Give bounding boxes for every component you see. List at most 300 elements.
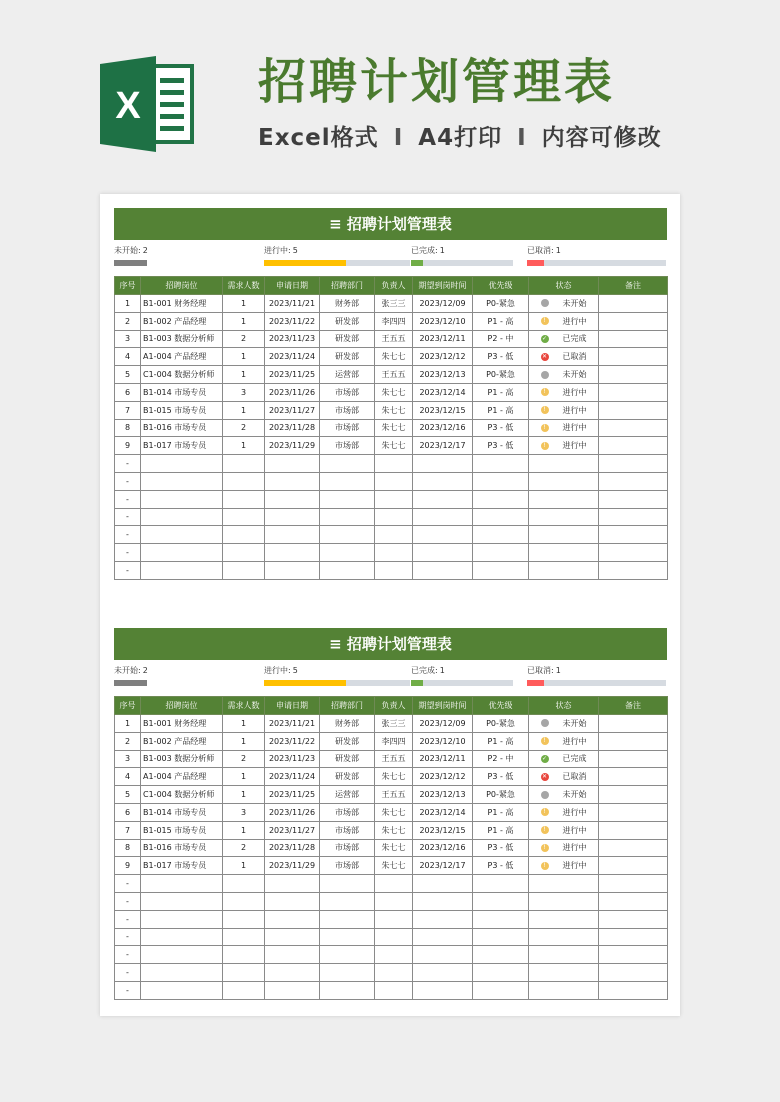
- cell-owner[interactable]: 李四四: [375, 312, 413, 330]
- cell-position[interactable]: B1-001 财务经理: [141, 295, 223, 313]
- cell-index[interactable]: 6: [115, 383, 141, 401]
- cell-owner[interactable]: 张三三: [375, 295, 413, 313]
- cell-department[interactable]: 研发部: [320, 750, 375, 768]
- cell-index[interactable]: 5: [115, 786, 141, 804]
- cell-index[interactable]: 5: [115, 366, 141, 384]
- cell-expected-date[interactable]: [413, 981, 473, 999]
- cell-index[interactable]: 7: [115, 821, 141, 839]
- cell-remark[interactable]: [599, 419, 668, 437]
- cell-priority[interactable]: P2 - 中: [473, 750, 529, 768]
- cell-apply-date[interactable]: 2023/11/22: [265, 312, 320, 330]
- cell-expected-date[interactable]: 2023/12/15: [413, 821, 473, 839]
- cell-index[interactable]: 9: [115, 857, 141, 875]
- cell-remark[interactable]: [599, 946, 668, 964]
- cell-status[interactable]: [529, 821, 599, 839]
- cell-position[interactable]: [141, 490, 223, 508]
- cell-remark[interactable]: [599, 768, 668, 786]
- cell-owner[interactable]: [375, 892, 413, 910]
- cell-department[interactable]: 研发部: [320, 768, 375, 786]
- cell-department[interactable]: 财务部: [320, 295, 375, 313]
- cell-apply-date[interactable]: [265, 472, 320, 490]
- cell-headcount[interactable]: 1: [223, 366, 265, 384]
- cell-remark[interactable]: [599, 295, 668, 313]
- cell-department[interactable]: 市场部: [320, 383, 375, 401]
- cell-apply-date[interactable]: [265, 910, 320, 928]
- cell-position[interactable]: B1-001 财务经理: [141, 715, 223, 733]
- cell-owner[interactable]: 朱七七: [375, 401, 413, 419]
- cell-headcount[interactable]: 1: [223, 348, 265, 366]
- cell-position[interactable]: B1-017 市场专员: [141, 857, 223, 875]
- cell-status[interactable]: [529, 455, 599, 473]
- cell-department[interactable]: [320, 981, 375, 999]
- cell-expected-date[interactable]: [413, 964, 473, 982]
- cell-apply-date[interactable]: 2023/11/26: [265, 803, 320, 821]
- cell-expected-date[interactable]: [413, 910, 473, 928]
- cell-headcount[interactable]: [223, 561, 265, 579]
- cell-department[interactable]: 市场部: [320, 839, 375, 857]
- cell-department[interactable]: 运营部: [320, 786, 375, 804]
- cell-priority[interactable]: [473, 946, 529, 964]
- cell-owner[interactable]: 朱七七: [375, 437, 413, 455]
- cell-position[interactable]: B1-016 市场专员: [141, 839, 223, 857]
- cell-owner[interactable]: [375, 508, 413, 526]
- cell-index[interactable]: 1: [115, 295, 141, 313]
- cell-headcount[interactable]: [223, 472, 265, 490]
- cell-owner[interactable]: 王五五: [375, 330, 413, 348]
- cell-owner[interactable]: 王五五: [375, 750, 413, 768]
- cell-status[interactable]: [529, 964, 599, 982]
- cell-expected-date[interactable]: 2023/12/12: [413, 768, 473, 786]
- cell-expected-date[interactable]: [413, 508, 473, 526]
- cell-department[interactable]: 市场部: [320, 437, 375, 455]
- cell-priority[interactable]: P1 - 高: [473, 821, 529, 839]
- cell-priority[interactable]: [473, 964, 529, 982]
- cell-position[interactable]: B1-003 数据分析师: [141, 750, 223, 768]
- cell-index[interactable]: 6: [115, 803, 141, 821]
- cell-priority[interactable]: [473, 892, 529, 910]
- cell-headcount[interactable]: [223, 455, 265, 473]
- cell-expected-date[interactable]: 2023/12/12: [413, 348, 473, 366]
- cell-expected-date[interactable]: 2023/12/09: [413, 295, 473, 313]
- cell-position[interactable]: B1-014 市场专员: [141, 803, 223, 821]
- cell-apply-date[interactable]: [265, 544, 320, 562]
- cell-expected-date[interactable]: [413, 892, 473, 910]
- cell-owner[interactable]: 张三三: [375, 715, 413, 733]
- cell-priority[interactable]: P1 - 高: [473, 803, 529, 821]
- cell-status[interactable]: [529, 419, 599, 437]
- cell-status[interactable]: [529, 732, 599, 750]
- cell-owner[interactable]: 朱七七: [375, 348, 413, 366]
- cell-owner[interactable]: [375, 490, 413, 508]
- cell-index[interactable]: -: [115, 455, 141, 473]
- cell-department[interactable]: [320, 490, 375, 508]
- cell-status[interactable]: [529, 490, 599, 508]
- cell-owner[interactable]: [375, 981, 413, 999]
- cell-expected-date[interactable]: 2023/12/14: [413, 383, 473, 401]
- cell-priority[interactable]: P0-紧急: [473, 295, 529, 313]
- cell-owner[interactable]: [375, 910, 413, 928]
- cell-owner[interactable]: 王五五: [375, 366, 413, 384]
- cell-position[interactable]: [141, 928, 223, 946]
- cell-priority[interactable]: P3 - 低: [473, 437, 529, 455]
- cell-headcount[interactable]: [223, 875, 265, 893]
- cell-position[interactable]: [141, 875, 223, 893]
- cell-department[interactable]: [320, 892, 375, 910]
- cell-priority[interactable]: P1 - 高: [473, 383, 529, 401]
- cell-apply-date[interactable]: 2023/11/23: [265, 330, 320, 348]
- cell-headcount[interactable]: 1: [223, 768, 265, 786]
- cell-position[interactable]: [141, 946, 223, 964]
- cell-remark[interactable]: [599, 508, 668, 526]
- cell-priority[interactable]: [473, 928, 529, 946]
- cell-priority[interactable]: P0-紧急: [473, 366, 529, 384]
- cell-expected-date[interactable]: 2023/12/09: [413, 715, 473, 733]
- cell-department[interactable]: [320, 472, 375, 490]
- cell-position[interactable]: B1-016 市场专员: [141, 419, 223, 437]
- cell-priority[interactable]: [473, 455, 529, 473]
- cell-position[interactable]: [141, 561, 223, 579]
- cell-remark[interactable]: [599, 526, 668, 544]
- cell-position[interactable]: [141, 910, 223, 928]
- cell-apply-date[interactable]: 2023/11/29: [265, 437, 320, 455]
- cell-priority[interactable]: [473, 910, 529, 928]
- cell-expected-date[interactable]: 2023/12/17: [413, 857, 473, 875]
- cell-remark[interactable]: [599, 910, 668, 928]
- cell-department[interactable]: [320, 928, 375, 946]
- cell-headcount[interactable]: [223, 490, 265, 508]
- cell-status[interactable]: [529, 348, 599, 366]
- cell-priority[interactable]: P3 - 低: [473, 348, 529, 366]
- cell-index[interactable]: 7: [115, 401, 141, 419]
- cell-apply-date[interactable]: 2023/11/24: [265, 768, 320, 786]
- cell-status[interactable]: [529, 383, 599, 401]
- cell-index[interactable]: 1: [115, 715, 141, 733]
- cell-headcount[interactable]: [223, 508, 265, 526]
- cell-apply-date[interactable]: 2023/11/25: [265, 366, 320, 384]
- cell-status[interactable]: [529, 544, 599, 562]
- cell-headcount[interactable]: [223, 981, 265, 999]
- cell-department[interactable]: 研发部: [320, 348, 375, 366]
- cell-index[interactable]: -: [115, 472, 141, 490]
- cell-index[interactable]: 8: [115, 839, 141, 857]
- cell-headcount[interactable]: [223, 892, 265, 910]
- cell-headcount[interactable]: [223, 964, 265, 982]
- cell-expected-date[interactable]: 2023/12/15: [413, 401, 473, 419]
- cell-remark[interactable]: [599, 928, 668, 946]
- cell-status[interactable]: [529, 295, 599, 313]
- cell-expected-date[interactable]: [413, 561, 473, 579]
- cell-index[interactable]: 3: [115, 750, 141, 768]
- cell-headcount[interactable]: 1: [223, 732, 265, 750]
- cell-department[interactable]: [320, 544, 375, 562]
- cell-expected-date[interactable]: 2023/12/10: [413, 312, 473, 330]
- cell-department[interactable]: 市场部: [320, 401, 375, 419]
- cell-department[interactable]: [320, 455, 375, 473]
- cell-index[interactable]: -: [115, 490, 141, 508]
- cell-expected-date[interactable]: 2023/12/10: [413, 732, 473, 750]
- cell-expected-date[interactable]: 2023/12/17: [413, 437, 473, 455]
- cell-remark[interactable]: [599, 964, 668, 982]
- cell-apply-date[interactable]: [265, 892, 320, 910]
- cell-position[interactable]: C1-004 数据分析师: [141, 786, 223, 804]
- cell-status[interactable]: [529, 892, 599, 910]
- cell-apply-date[interactable]: [265, 946, 320, 964]
- cell-headcount[interactable]: 2: [223, 330, 265, 348]
- cell-status[interactable]: [529, 946, 599, 964]
- cell-index[interactable]: -: [115, 544, 141, 562]
- cell-headcount[interactable]: [223, 928, 265, 946]
- cell-remark[interactable]: [599, 561, 668, 579]
- cell-owner[interactable]: 朱七七: [375, 821, 413, 839]
- cell-apply-date[interactable]: [265, 964, 320, 982]
- cell-priority[interactable]: [473, 875, 529, 893]
- cell-index[interactable]: 2: [115, 312, 141, 330]
- cell-expected-date[interactable]: 2023/12/13: [413, 366, 473, 384]
- cell-apply-date[interactable]: 2023/11/21: [265, 295, 320, 313]
- cell-index[interactable]: -: [115, 964, 141, 982]
- cell-apply-date[interactable]: 2023/11/25: [265, 786, 320, 804]
- cell-owner[interactable]: 朱七七: [375, 383, 413, 401]
- cell-status[interactable]: [529, 839, 599, 857]
- cell-status[interactable]: [529, 857, 599, 875]
- cell-index[interactable]: 4: [115, 768, 141, 786]
- cell-status[interactable]: [529, 561, 599, 579]
- cell-remark[interactable]: [599, 732, 668, 750]
- cell-remark[interactable]: [599, 857, 668, 875]
- cell-remark[interactable]: [599, 472, 668, 490]
- cell-priority[interactable]: [473, 490, 529, 508]
- cell-remark[interactable]: [599, 892, 668, 910]
- cell-expected-date[interactable]: [413, 928, 473, 946]
- cell-status[interactable]: [529, 437, 599, 455]
- cell-status[interactable]: [529, 750, 599, 768]
- cell-owner[interactable]: 朱七七: [375, 419, 413, 437]
- cell-remark[interactable]: [599, 803, 668, 821]
- cell-apply-date[interactable]: 2023/11/27: [265, 401, 320, 419]
- cell-position[interactable]: B1-015 市场专员: [141, 401, 223, 419]
- cell-expected-date[interactable]: 2023/12/11: [413, 330, 473, 348]
- cell-department[interactable]: 市场部: [320, 821, 375, 839]
- cell-headcount[interactable]: 1: [223, 715, 265, 733]
- cell-apply-date[interactable]: 2023/11/21: [265, 715, 320, 733]
- cell-department[interactable]: 研发部: [320, 312, 375, 330]
- cell-expected-date[interactable]: [413, 544, 473, 562]
- cell-priority[interactable]: [473, 472, 529, 490]
- cell-index[interactable]: -: [115, 981, 141, 999]
- cell-owner[interactable]: [375, 561, 413, 579]
- cell-position[interactable]: [141, 508, 223, 526]
- cell-apply-date[interactable]: [265, 490, 320, 508]
- cell-remark[interactable]: [599, 839, 668, 857]
- cell-remark[interactable]: [599, 786, 668, 804]
- cell-remark[interactable]: [599, 981, 668, 999]
- cell-priority[interactable]: P1 - 高: [473, 732, 529, 750]
- cell-expected-date[interactable]: 2023/12/14: [413, 803, 473, 821]
- cell-index[interactable]: -: [115, 875, 141, 893]
- cell-status[interactable]: [529, 803, 599, 821]
- cell-status[interactable]: [529, 875, 599, 893]
- cell-expected-date[interactable]: [413, 526, 473, 544]
- cell-index[interactable]: 3: [115, 330, 141, 348]
- cell-department[interactable]: [320, 946, 375, 964]
- cell-position[interactable]: A1-004 产品经理: [141, 768, 223, 786]
- cell-apply-date[interactable]: [265, 455, 320, 473]
- cell-index[interactable]: -: [115, 526, 141, 544]
- cell-headcount[interactable]: 1: [223, 312, 265, 330]
- cell-position[interactable]: B1-017 市场专员: [141, 437, 223, 455]
- cell-owner[interactable]: [375, 455, 413, 473]
- cell-status[interactable]: [529, 715, 599, 733]
- cell-index[interactable]: -: [115, 946, 141, 964]
- cell-remark[interactable]: [599, 383, 668, 401]
- cell-position[interactable]: [141, 526, 223, 544]
- cell-headcount[interactable]: 1: [223, 401, 265, 419]
- cell-headcount[interactable]: 2: [223, 750, 265, 768]
- cell-priority[interactable]: P0-紧急: [473, 715, 529, 733]
- cell-status[interactable]: [529, 928, 599, 946]
- cell-department[interactable]: 研发部: [320, 732, 375, 750]
- cell-status[interactable]: [529, 910, 599, 928]
- cell-index[interactable]: -: [115, 928, 141, 946]
- cell-index[interactable]: 8: [115, 419, 141, 437]
- cell-status[interactable]: [529, 472, 599, 490]
- cell-position[interactable]: B1-003 数据分析师: [141, 330, 223, 348]
- cell-priority[interactable]: [473, 981, 529, 999]
- cell-owner[interactable]: [375, 875, 413, 893]
- cell-headcount[interactable]: [223, 544, 265, 562]
- cell-status[interactable]: [529, 786, 599, 804]
- cell-remark[interactable]: [599, 875, 668, 893]
- cell-headcount[interactable]: 2: [223, 419, 265, 437]
- cell-remark[interactable]: [599, 437, 668, 455]
- cell-expected-date[interactable]: 2023/12/13: [413, 786, 473, 804]
- cell-priority[interactable]: P1 - 高: [473, 312, 529, 330]
- cell-priority[interactable]: P0-紧急: [473, 786, 529, 804]
- cell-owner[interactable]: 朱七七: [375, 768, 413, 786]
- cell-owner[interactable]: [375, 928, 413, 946]
- cell-expected-date[interactable]: 2023/12/16: [413, 839, 473, 857]
- cell-remark[interactable]: [599, 366, 668, 384]
- cell-expected-date[interactable]: 2023/12/16: [413, 419, 473, 437]
- cell-index[interactable]: 4: [115, 348, 141, 366]
- cell-owner[interactable]: 朱七七: [375, 839, 413, 857]
- cell-department[interactable]: 运营部: [320, 366, 375, 384]
- cell-apply-date[interactable]: 2023/11/23: [265, 750, 320, 768]
- cell-owner[interactable]: [375, 526, 413, 544]
- cell-remark[interactable]: [599, 330, 668, 348]
- cell-headcount[interactable]: 1: [223, 821, 265, 839]
- cell-priority[interactable]: P3 - 低: [473, 857, 529, 875]
- cell-apply-date[interactable]: [265, 561, 320, 579]
- cell-owner[interactable]: 朱七七: [375, 803, 413, 821]
- cell-owner[interactable]: 朱七七: [375, 857, 413, 875]
- cell-position[interactable]: [141, 981, 223, 999]
- cell-apply-date[interactable]: [265, 875, 320, 893]
- cell-headcount[interactable]: 1: [223, 786, 265, 804]
- cell-position[interactable]: [141, 455, 223, 473]
- cell-apply-date[interactable]: 2023/11/29: [265, 857, 320, 875]
- cell-headcount[interactable]: [223, 526, 265, 544]
- cell-expected-date[interactable]: [413, 455, 473, 473]
- cell-expected-date[interactable]: [413, 875, 473, 893]
- cell-status[interactable]: [529, 526, 599, 544]
- cell-department[interactable]: 研发部: [320, 330, 375, 348]
- cell-apply-date[interactable]: [265, 508, 320, 526]
- cell-expected-date[interactable]: 2023/12/11: [413, 750, 473, 768]
- cell-priority[interactable]: [473, 561, 529, 579]
- cell-owner[interactable]: [375, 472, 413, 490]
- cell-index[interactable]: 9: [115, 437, 141, 455]
- cell-owner[interactable]: 王五五: [375, 786, 413, 804]
- cell-position[interactable]: B1-015 市场专员: [141, 821, 223, 839]
- cell-headcount[interactable]: 1: [223, 437, 265, 455]
- cell-headcount[interactable]: 3: [223, 383, 265, 401]
- cell-priority[interactable]: P3 - 低: [473, 839, 529, 857]
- cell-index[interactable]: -: [115, 892, 141, 910]
- cell-apply-date[interactable]: [265, 526, 320, 544]
- cell-apply-date[interactable]: 2023/11/27: [265, 821, 320, 839]
- cell-department[interactable]: [320, 561, 375, 579]
- cell-status[interactable]: [529, 312, 599, 330]
- cell-department[interactable]: 市场部: [320, 803, 375, 821]
- cell-apply-date[interactable]: 2023/11/28: [265, 839, 320, 857]
- cell-index[interactable]: -: [115, 561, 141, 579]
- cell-remark[interactable]: [599, 490, 668, 508]
- cell-priority[interactable]: [473, 508, 529, 526]
- cell-position[interactable]: C1-004 数据分析师: [141, 366, 223, 384]
- cell-status[interactable]: [529, 366, 599, 384]
- cell-position[interactable]: B1-002 产品经理: [141, 312, 223, 330]
- cell-department[interactable]: 财务部: [320, 715, 375, 733]
- cell-department[interactable]: [320, 508, 375, 526]
- cell-remark[interactable]: [599, 401, 668, 419]
- cell-position[interactable]: [141, 544, 223, 562]
- cell-position[interactable]: B1-002 产品经理: [141, 732, 223, 750]
- cell-department[interactable]: 市场部: [320, 857, 375, 875]
- cell-expected-date[interactable]: [413, 946, 473, 964]
- cell-apply-date[interactable]: 2023/11/28: [265, 419, 320, 437]
- cell-headcount[interactable]: [223, 910, 265, 928]
- cell-position[interactable]: A1-004 产品经理: [141, 348, 223, 366]
- cell-position[interactable]: [141, 964, 223, 982]
- cell-status[interactable]: [529, 401, 599, 419]
- cell-position[interactable]: [141, 892, 223, 910]
- cell-remark[interactable]: [599, 455, 668, 473]
- cell-owner[interactable]: [375, 946, 413, 964]
- cell-apply-date[interactable]: 2023/11/24: [265, 348, 320, 366]
- cell-department[interactable]: [320, 910, 375, 928]
- cell-department[interactable]: 市场部: [320, 419, 375, 437]
- cell-department[interactable]: [320, 526, 375, 544]
- cell-headcount[interactable]: 2: [223, 839, 265, 857]
- cell-priority[interactable]: [473, 544, 529, 562]
- cell-expected-date[interactable]: [413, 472, 473, 490]
- cell-priority[interactable]: P3 - 低: [473, 419, 529, 437]
- cell-index[interactable]: 2: [115, 732, 141, 750]
- cell-position[interactable]: [141, 472, 223, 490]
- cell-apply-date[interactable]: [265, 981, 320, 999]
- cell-priority[interactable]: P3 - 低: [473, 768, 529, 786]
- cell-status[interactable]: [529, 508, 599, 526]
- cell-remark[interactable]: [599, 715, 668, 733]
- cell-position[interactable]: B1-014 市场专员: [141, 383, 223, 401]
- cell-department[interactable]: [320, 875, 375, 893]
- cell-apply-date[interactable]: 2023/11/22: [265, 732, 320, 750]
- cell-headcount[interactable]: 1: [223, 857, 265, 875]
- cell-headcount[interactable]: 3: [223, 803, 265, 821]
- cell-remark[interactable]: [599, 348, 668, 366]
- cell-owner[interactable]: [375, 544, 413, 562]
